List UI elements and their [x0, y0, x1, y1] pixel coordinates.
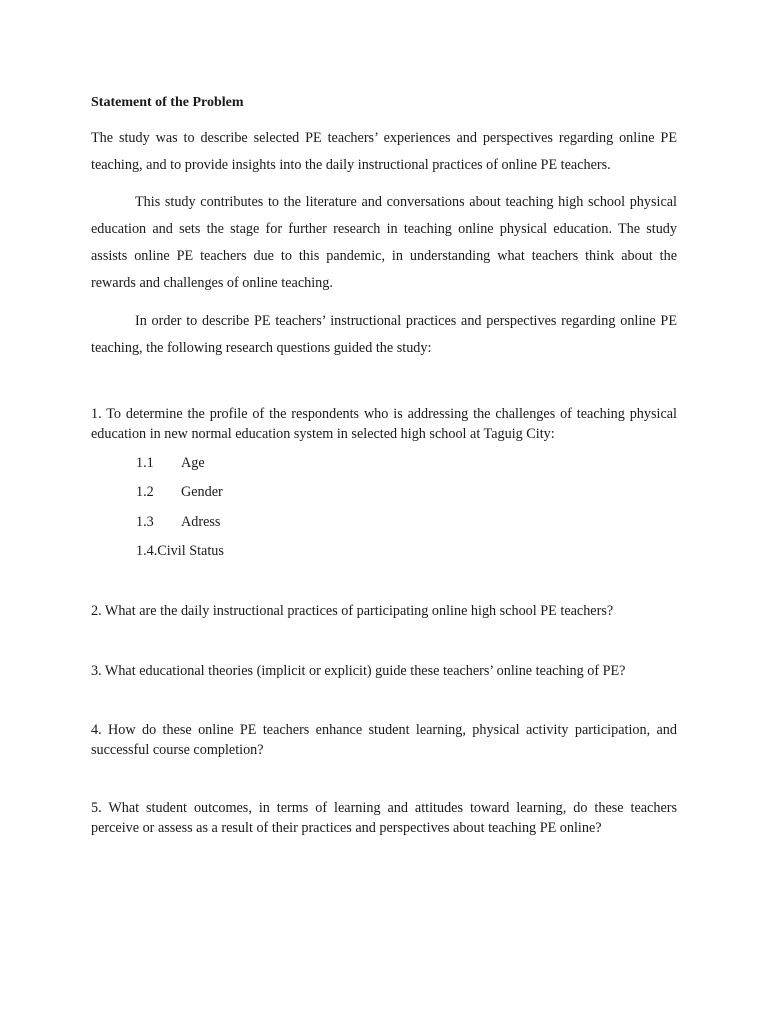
paragraph-contribution: This study contributes to the literature and conversations about teaching high school physical education and sets the stage for further research in teaching online physical education. The study assists online PE teachers due to this pandemic, in understanding what teachers think about the rewards and challenges of online teaching.: [91, 194, 677, 291]
research-question-4: 4. How do these online PE teachers enhance student learning, physical activity participation, and successful course completion?: [91, 722, 677, 758]
research-question-2: 2. What are the daily instructional practices of participating online high school PE teachers?: [91, 603, 614, 619]
research-question-3: 3. What educational theories (implicit or explicit) guide these teachers’ online teaching of PE?: [91, 663, 626, 679]
profile-item-number: 1.2: [136, 484, 154, 500]
profile-item-address: [136, 512, 220, 532]
profile-item-number: 1.1: [136, 455, 154, 471]
research-question-1: 1. To determine the profile of the respondents who is addressing the challenges of teaching physical education in new normal education system in selected high school at Taguig City:: [91, 406, 677, 442]
paragraph-research-questions-intro: In order to describe PE teachers’ instructional practices and perspectives regarding online PE teaching, the following research questions guided the study:: [91, 313, 677, 356]
research-question-5: 5. What student outcomes, in terms of learning and attitudes toward learning, do these teachers perceive or assess as a result of their practices and perspectives about teaching PE online?: [91, 800, 677, 836]
profile-item-civil-status: 1.4.Civil Status: [136, 543, 224, 559]
profile-item-label: Gender: [181, 484, 223, 500]
paragraph-purpose: The study was to describe selected PE teachers’ experiences and perspectives regarding online PE teaching, and to provide insights into the daily instructional practices of online PE teachers.: [91, 130, 677, 173]
profile-item-gender: [136, 482, 223, 502]
section-heading: Statement of the Problem: [91, 95, 244, 110]
profile-item-age: [136, 453, 205, 473]
profile-item-number: 1.3: [136, 514, 154, 530]
profile-item-label: Adress: [181, 514, 221, 530]
profile-item-label: Age: [181, 455, 205, 471]
